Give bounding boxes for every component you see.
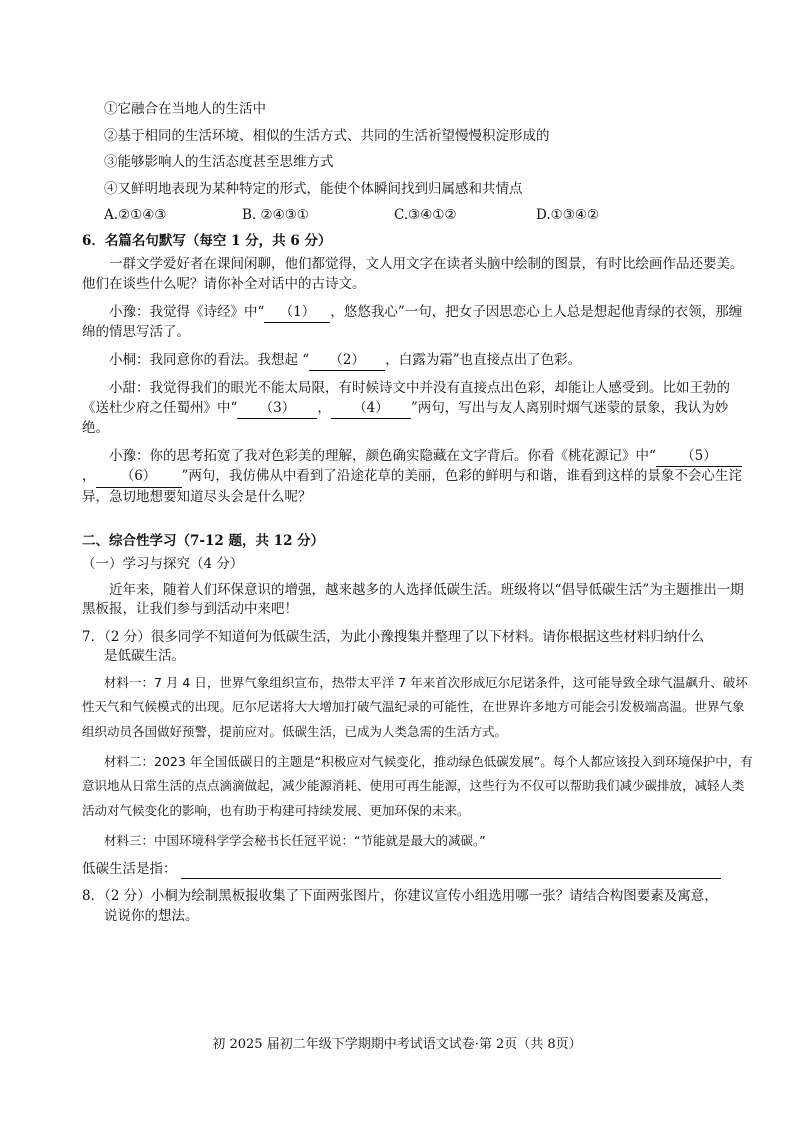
q7 bbox=[82, 628, 754, 879]
page-content bbox=[82, 100, 754, 926]
q6-dialogue-2: 小桐：我同意你的看法。我想起 “ （2） ，白露为霜”也直接点出了色彩。 bbox=[82, 351, 754, 372]
blank-2[interactable]: （2） bbox=[309, 351, 385, 372]
q7-prompt: 7．（2 分）很多同学不知道何为低碳生活，为此小豫搜集并整理了以下材料。请你根据这些材料归纳什么 bbox=[82, 628, 705, 645]
blank-1[interactable]: （1） bbox=[264, 303, 330, 324]
section-2-subtitle: （一）学习与探究（4 分） bbox=[82, 556, 244, 573]
q7-prompt-cont: 是低碳生活。 bbox=[104, 648, 185, 665]
answer-choices bbox=[104, 206, 754, 226]
choice-d[interactable]: D.①③④② bbox=[536, 207, 600, 224]
choice-b[interactable]: B. ②④③① bbox=[242, 207, 309, 224]
option-4: ④又鲜明地表现为某种特定的形式，能使个体瞬间找到归属感和共情点 bbox=[104, 180, 523, 197]
material-1: 材料一：7 月 4 日，世界气象组织宣布，热带太平洋 7 年来首次形成厄尔尼诺条件，这可能导致全球气温飙升、破坏性天气和气候模式的出现。厄尔尼诺将大大增加打破气温纪录的可能性，在世界许多地方可能会引发极端高温。世界气象组织动员各国做好预警，提前应对。低碳生活，已成为人类急需的生活方式。 bbox=[82, 674, 748, 739]
q6-dialogue-1: 小豫：我觉得《诗经》中“ （1） ，悠悠我心”一句，把女子因思恋心上人总是想起他青绿的衣领，那缠绵的情思写活了。 bbox=[82, 303, 743, 341]
choice-a[interactable]: A.②①④③ bbox=[104, 207, 167, 224]
q8 bbox=[82, 887, 754, 926]
option-3: ③能够影响人的生活态度甚至思维方式 bbox=[104, 154, 334, 171]
blank-4[interactable]: （4） bbox=[331, 399, 411, 420]
answer-label: 低碳生活是指： bbox=[82, 860, 177, 877]
q6-dialogue-3: 小甜：我觉得我们的眼光不能太局限，有时候诗文中并没有直接点出色彩，却能让人感受到。比如王勃的《送杜少府之任蜀州》中“ （3） ， （4） ”两句，写出与友人离别时烟气迷蒙的景象，我认为妙绝。 bbox=[82, 380, 730, 437]
q8-prompt-cont: 说说你的想法。 bbox=[104, 907, 199, 924]
q8-prompt: 8．（2 分）小桐为绘制黑板报收集了下面两张图片，你建议宣传小组选用哪一张？请结合构图要素及寓意， bbox=[82, 888, 718, 905]
q6-intro: 一群文学爱好者在课间闲聊，他们都觉得，文人用文字在读者头脑中绘制的图景，有时比绘画作品还要美。他们在谈些什么呢？请你补全对话中的古诗文。 bbox=[82, 256, 744, 292]
blank-5[interactable]: （5） bbox=[656, 447, 742, 468]
blank-6[interactable]: （6） bbox=[96, 467, 182, 488]
answer-line[interactable] bbox=[181, 862, 721, 879]
option-2: ②基于相同的生活环境、相似的生活方式、共同的生活祈望慢慢积淀形成的 bbox=[104, 127, 550, 144]
choice-c[interactable]: C.③④①② bbox=[394, 207, 457, 224]
section-2-intro: 近年来，随着人们环保意识的增强，越来越多的人选择低碳生活。班级将以“倡导低碳生活”为主题推出一期黑板报，让我们参与到活动中来吧！ bbox=[82, 581, 744, 618]
material-2: 材料二：2023 年全国低碳日的主题是“积极应对气候变化，推动绿色低碳发展”。每个人都应该投入到环境保护中，有意识地从日常生活的点点滴滴做起，减少能源消耗、使用可再生能源，这些行为不仅可以帮助我们减少碳排放，减轻人类活动对气候变化的影响，也有助于构建可持续发展、更加环保的未来。 bbox=[82, 754, 753, 818]
material-3: 材料三：中国环境科学学会秘书长任冠平说：“节能就是最大的减碳。” bbox=[104, 833, 486, 849]
q7-answer-row bbox=[82, 860, 754, 880]
q6-dialogue-4: 小豫：你的思考拓宽了我对色彩美的理解，颜色确实隐藏在文字背后。你看《桃花源记》中“ （5）， （6） ”两句，我仿佛从中看到了沿途花草的美丽，色彩的鲜明与和谐，谁看到这样的景象不会心生诧异，急切地想要知道尽头会是什么呢？ bbox=[82, 447, 742, 505]
q6-title: 6．名篇名句默写（每空 1 分，共 6 分） bbox=[82, 232, 332, 249]
option-1: ①它融合在当地人的生活中 bbox=[104, 101, 266, 117]
blank-3[interactable]: （3） bbox=[237, 399, 317, 420]
section-2-title: 二、综合性学习（7-12 题，共 12 分） bbox=[82, 532, 325, 549]
page-footer: 初 2025 届初二年级下学期期中考试语文试卷·第 2页（共 8页） bbox=[212, 1037, 582, 1052]
